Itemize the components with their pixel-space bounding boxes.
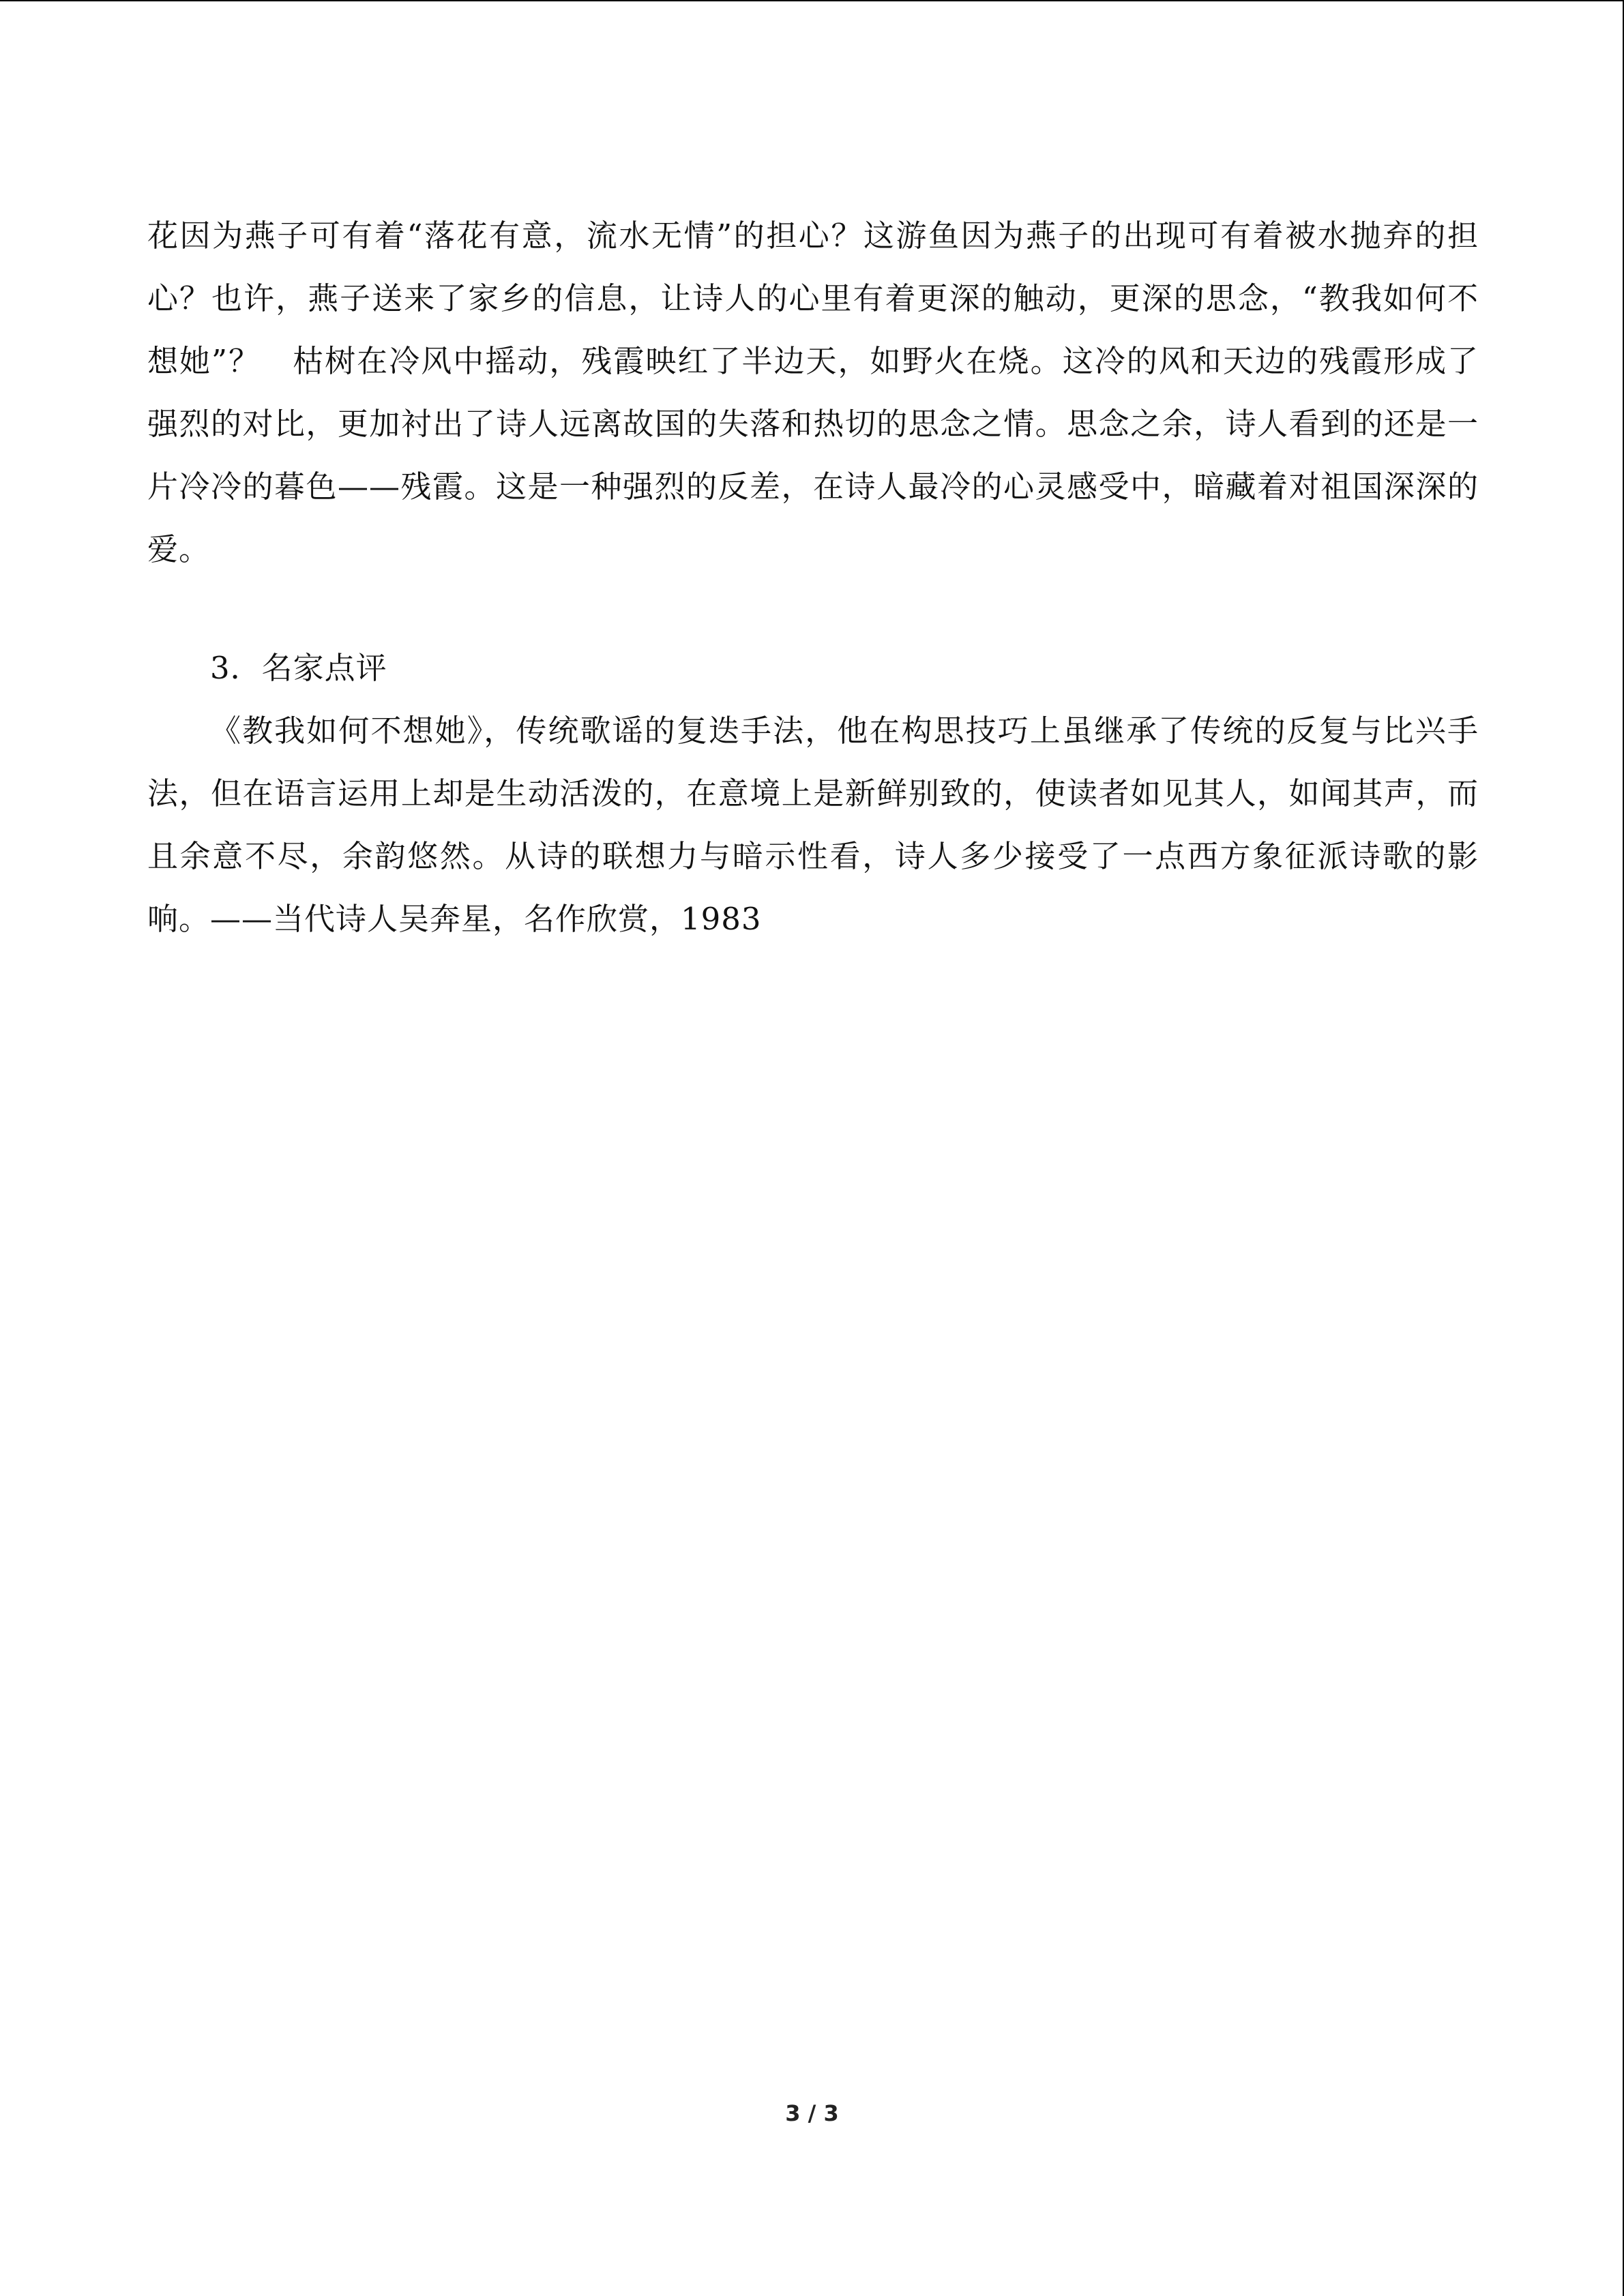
section-heading: 3．名家点评 [210,650,387,686]
document-body [147,205,1479,951]
commentary-paragraph: 《教我如何不想她》，传统歌谣的复迭手法，他在构思技巧上虽继承了传统的反复与比兴手法，但在语言运用上却是生动活泼的，在意境上是新鲜别致的，使读者如见其人，如闻其声，而且余意不尽，余韵悠然。从诗的联想力与暗示性看，诗人多少接受了一点西方象征派诗歌的影响。——当代诗人吴奔星，名作欣赏，1983 [147,713,1479,937]
page-number: 3 / 3 [785,2100,839,2126]
analysis-paragraph: 花因为燕子可有着“落花有意，流水无情”的担心？这游鱼因为燕子的出现可有着被水抛弃的担心？也许，燕子送来了家乡的信息，让诗人的心里有着更深的触动，更深的思念，“教我如何不想她”？ 枯树在冷风中摇动，残霞映红了半边天，如野火在烧。这冷的风和天边的残霞形成了强烈的对比，更加衬出了诗人远离故国的失落和热切的思念之情。思念之余，诗人看到的还是一片冷冷的暮色——残霞。这是一种强烈的反差，在诗人最冷的心灵感受中，暗藏着对祖国深深的爱。 [147,218,1479,567]
